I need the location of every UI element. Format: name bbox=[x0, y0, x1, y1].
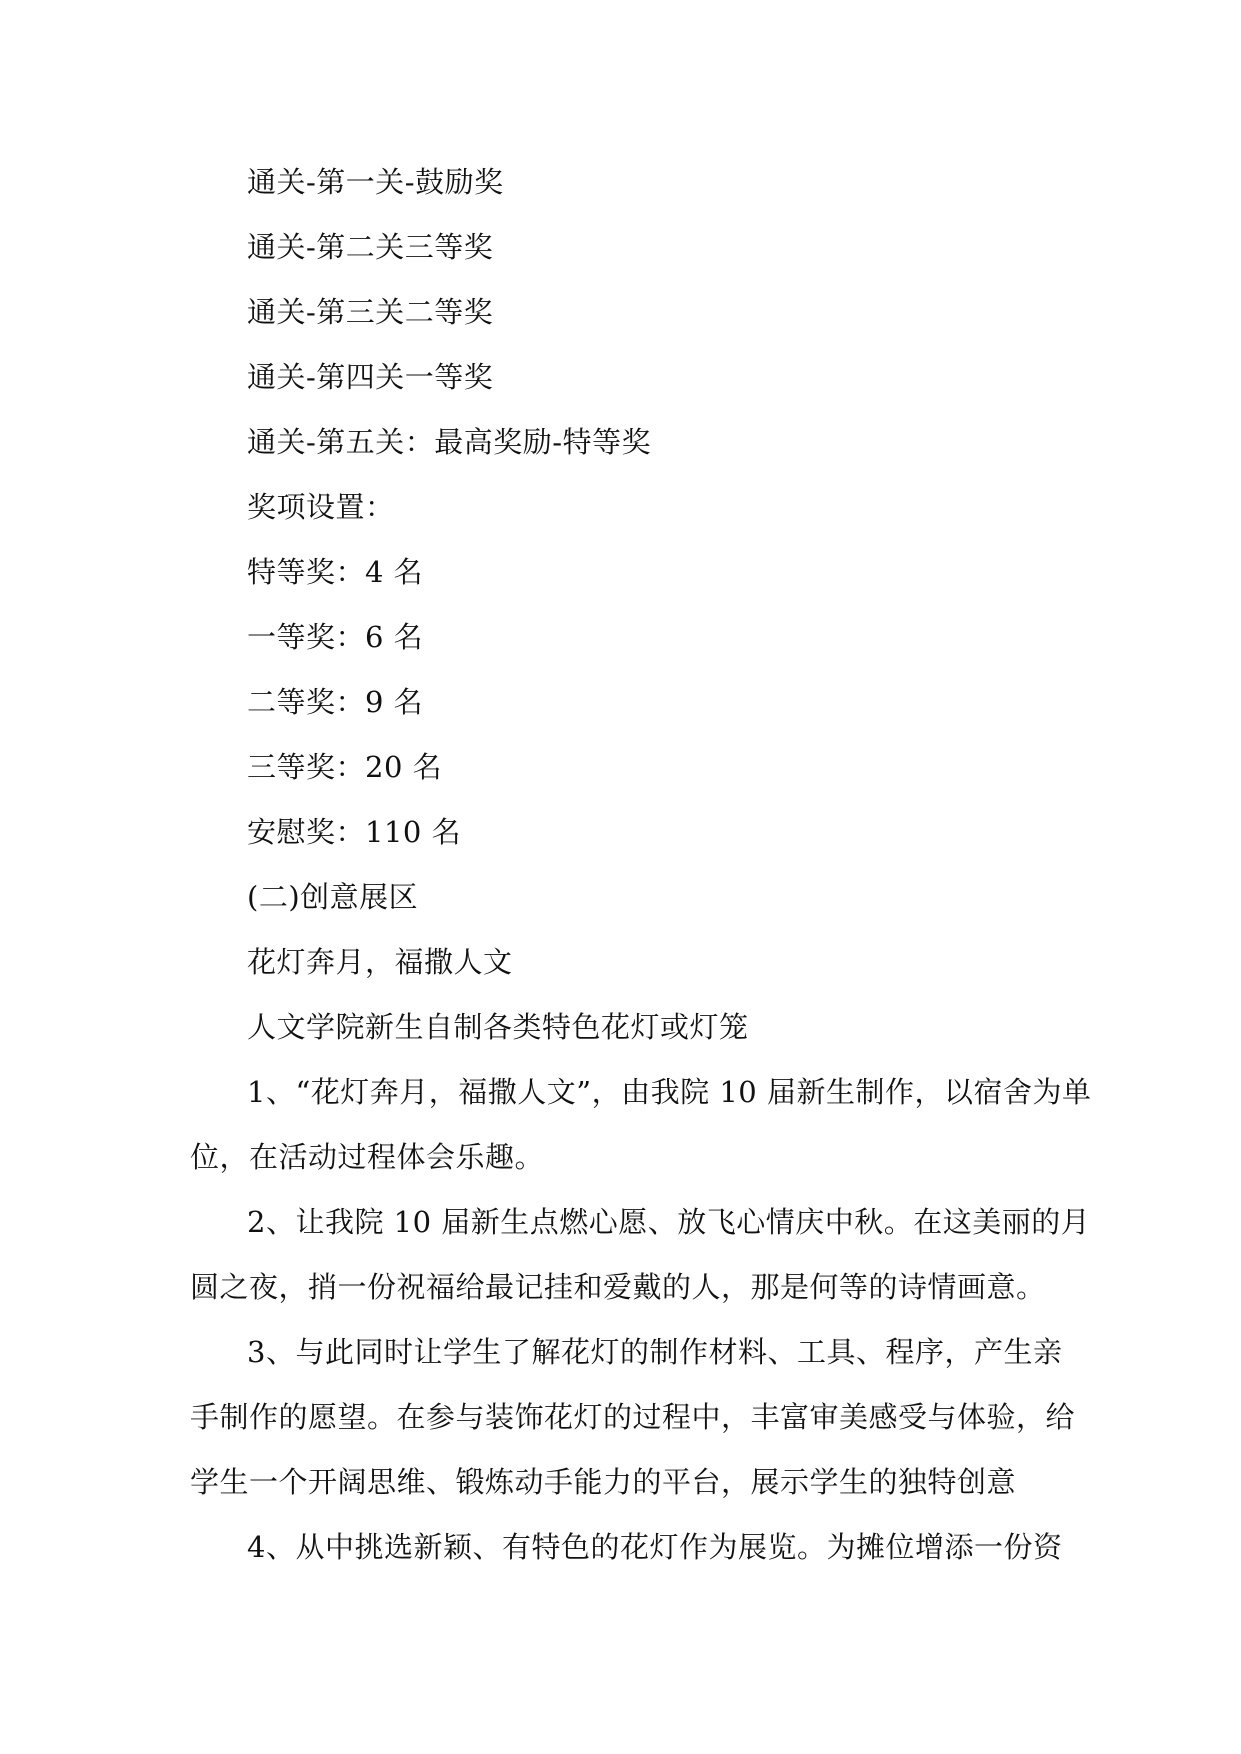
text-line: 三等奖：20 名 bbox=[247, 750, 443, 784]
section-heading: (二)创意展区 bbox=[247, 880, 419, 914]
text-line: 人文学院新生自制各类特色花灯或灯笼 bbox=[247, 1010, 749, 1044]
text-line: 1、“花灯奔月，福撒人文”，由我院 10 届新生制作，以宿舍为单 bbox=[247, 1075, 1092, 1109]
text-line: 2、让我院 10 届新生点燃心愿、放飞心情庆中秋。在这美丽的月 bbox=[247, 1205, 1091, 1239]
text-line: 位，在活动过程体会乐趣。 bbox=[190, 1140, 545, 1174]
text-line: 手制作的愿望。在参与装饰花灯的过程中，丰富审美感受与体验，给 bbox=[190, 1400, 1076, 1434]
text-line: 通关-第一关-鼓励奖 bbox=[247, 165, 504, 199]
text-line: 二等奖：9 名 bbox=[247, 685, 424, 719]
text-line: 学生一个开阔思维、锻炼动手能力的平台，展示学生的独特创意 bbox=[190, 1465, 1017, 1499]
text-line: 特等奖：4 名 bbox=[247, 555, 424, 589]
text-line: 一等奖：6 名 bbox=[247, 620, 424, 654]
text-line: 3、与此同时让学生了解花灯的制作材料、工具、程序，产生亲 bbox=[247, 1335, 1063, 1369]
text-line: 通关-第五关：最高奖励-特等奖 bbox=[247, 425, 652, 459]
text-line: 通关-第四关一等奖 bbox=[247, 360, 494, 394]
text-line: 通关-第二关三等奖 bbox=[247, 230, 494, 264]
text-line: 奖项设置： bbox=[247, 490, 395, 524]
text-line: 花灯奔月，福撒人文 bbox=[247, 945, 513, 979]
text-line: 通关-第三关二等奖 bbox=[247, 295, 494, 329]
text-line: 圆之夜，捎一份祝福给最记挂和爱戴的人，那是何等的诗情画意。 bbox=[190, 1270, 1046, 1304]
text-line: 安慰奖：110 名 bbox=[247, 815, 462, 849]
text-line: 4、从中挑选新颖、有特色的花灯作为展览。为摊位增添一份资 bbox=[247, 1530, 1063, 1564]
